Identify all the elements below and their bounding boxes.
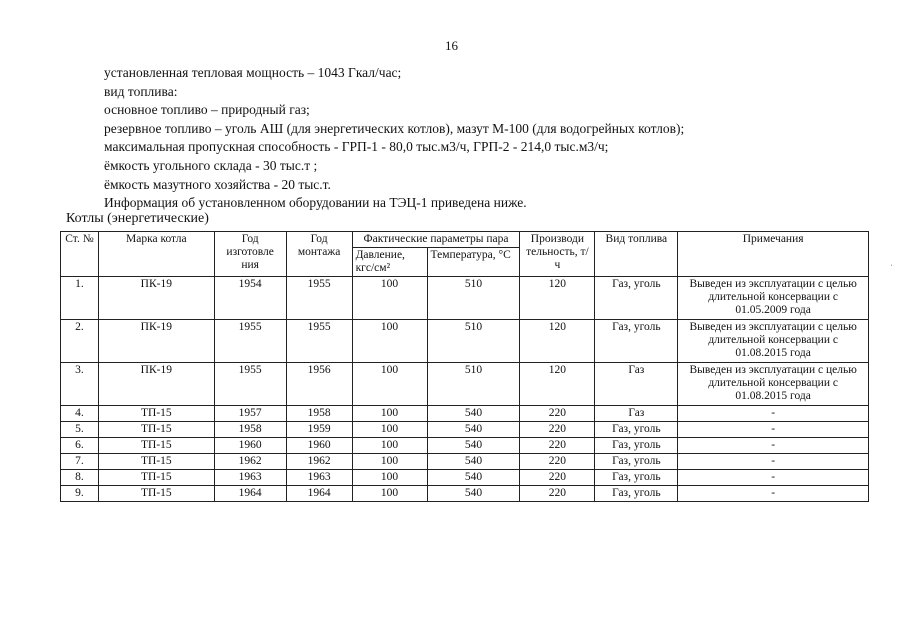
cell-pressure: 100	[352, 277, 427, 320]
header-capacity: Производи тельность, т/ч	[520, 232, 595, 277]
cell-no: 3.	[61, 363, 99, 406]
cell-no: 8.	[61, 470, 99, 486]
cell-notes: -	[678, 486, 869, 502]
cell-no: 5.	[61, 422, 99, 438]
table-row	[61, 486, 869, 502]
cell-capacity: 220	[520, 406, 595, 422]
table-row	[61, 406, 869, 422]
cell-model: ТП-15	[98, 470, 214, 486]
intro-line-capacity: установленная тепловая мощность – 1043 Гкал/час;	[104, 65, 402, 80]
header-year-made: Год изготовле ния	[214, 232, 286, 277]
header-params: Фактические параметры пара	[352, 232, 520, 248]
header-no: Ст. №	[61, 232, 99, 277]
cell-fuel: Газ	[595, 363, 678, 406]
cell-temperature: 540	[427, 438, 520, 454]
cell-year-made: 1954	[214, 277, 286, 320]
cell-year-installed: 1956	[286, 363, 352, 406]
cell-year-made: 1963	[214, 470, 286, 486]
cell-notes: -	[678, 454, 869, 470]
cell-no: 6.	[61, 438, 99, 454]
cell-temperature: 510	[427, 277, 520, 320]
cell-model: ТП-15	[98, 422, 214, 438]
section-title: Котлы (энергетические)	[66, 211, 209, 226]
intro-line-throughput: максимальная пропускная способность - ГРП-1 - 80,0 тыс.м3/ч, ГРП-2 - 214,0 тыс.м3/ч;	[104, 139, 609, 155]
cell-fuel: Газ, уголь	[595, 470, 678, 486]
table-row	[61, 454, 869, 470]
cell-no: 7.	[61, 454, 99, 470]
cell-model: ТП-15	[98, 486, 214, 502]
cell-temperature: 510	[427, 320, 520, 363]
cell-year-made: 1958	[214, 422, 286, 438]
cell-pressure: 100	[352, 486, 427, 502]
intro-line-coal-storage: ёмкость угольного склада - 30 тыс.т ;	[104, 157, 318, 173]
cell-pressure: 100	[352, 363, 427, 406]
table-row	[61, 422, 869, 438]
cell-model: ТП-15	[98, 406, 214, 422]
table-row	[61, 363, 869, 406]
margin-mark: ˈ	[890, 263, 893, 273]
cell-year-made: 1957	[214, 406, 286, 422]
cell-capacity: 120	[520, 320, 595, 363]
cell-year-installed: 1955	[286, 277, 352, 320]
cell-notes: Выведен из эксплуатации с целью длительной консервации с 01.05.2009 года	[678, 277, 869, 320]
table-header-row	[61, 232, 869, 248]
cell-pressure: 100	[352, 320, 427, 363]
cell-year-installed: 1963	[286, 470, 352, 486]
header-notes: Примечания	[678, 232, 869, 277]
intro-line-fuel-oil: ёмкость мазутного хозяйства - 20 тыс.т.	[104, 176, 331, 192]
cell-year-installed: 1960	[286, 438, 352, 454]
header-temperature: Температура, °С	[427, 248, 520, 277]
cell-temperature: 540	[427, 470, 520, 486]
cell-capacity: 220	[520, 454, 595, 470]
cell-model: ПК-19	[98, 277, 214, 320]
cell-pressure: 100	[352, 438, 427, 454]
header-year-installed: Год монтажа	[286, 232, 352, 277]
cell-year-made: 1955	[214, 320, 286, 363]
cell-temperature: 510	[427, 363, 520, 406]
cell-notes: Выведен из эксплуатации с целью длительной консервации с 01.08.2015 года	[678, 363, 869, 406]
cell-fuel: Газ, уголь	[595, 422, 678, 438]
cell-notes: -	[678, 438, 869, 454]
cell-capacity: 220	[520, 438, 595, 454]
cell-temperature: 540	[427, 486, 520, 502]
intro-line-fuel-type: вид топлива:	[104, 83, 178, 99]
cell-capacity: 120	[520, 363, 595, 406]
cell-fuel: Газ, уголь	[595, 454, 678, 470]
cell-pressure: 100	[352, 470, 427, 486]
cell-capacity: 220	[520, 470, 595, 486]
cell-notes: -	[678, 470, 869, 486]
cell-capacity: 220	[520, 486, 595, 502]
table-body	[61, 277, 869, 502]
header-fuel: Вид топлива	[595, 232, 678, 277]
cell-model: ТП-15	[98, 438, 214, 454]
cell-fuel: Газ, уголь	[595, 486, 678, 502]
cell-temperature: 540	[427, 406, 520, 422]
cell-temperature: 540	[427, 422, 520, 438]
cell-year-made: 1962	[214, 454, 286, 470]
cell-no: 4.	[61, 406, 99, 422]
cell-no: 9.	[61, 486, 99, 502]
table-row	[61, 320, 869, 363]
cell-notes: -	[678, 406, 869, 422]
cell-notes: -	[678, 422, 869, 438]
cell-year-installed: 1962	[286, 454, 352, 470]
cell-temperature: 540	[427, 454, 520, 470]
cell-fuel: Газ, уголь	[595, 277, 678, 320]
cell-model: ТП-15	[98, 454, 214, 470]
cell-year-installed: 1964	[286, 486, 352, 502]
table-row	[61, 277, 869, 320]
cell-pressure: 100	[352, 422, 427, 438]
cell-capacity: 120	[520, 277, 595, 320]
cell-pressure: 100	[352, 406, 427, 422]
intro-line-reserve-fuel: резервное топливо – уголь АШ (для энергетических котлов), мазут М-100 (для водогрейных котлов);	[104, 120, 685, 136]
intro-line-equipment-info: Информация об установленном оборудовании на ТЭЦ-1 приведена ниже.	[104, 195, 527, 211]
intro-text	[104, 64, 684, 213]
cell-model: ПК-19	[98, 363, 214, 406]
cell-fuel: Газ, уголь	[595, 438, 678, 454]
cell-capacity: 220	[520, 422, 595, 438]
cell-year-made: 1955	[214, 363, 286, 406]
cell-year-made: 1964	[214, 486, 286, 502]
cell-fuel: Газ	[595, 406, 678, 422]
cell-model: ПК-19	[98, 320, 214, 363]
table-row	[61, 470, 869, 486]
cell-pressure: 100	[352, 454, 427, 470]
table-row	[61, 438, 869, 454]
cell-year-installed: 1955	[286, 320, 352, 363]
cell-notes: Выведен из эксплуатации с целью длительной консервации с 01.08.2015 года	[678, 320, 869, 363]
intro-line-main-fuel: основное топливо – природный газ;	[104, 102, 310, 118]
cell-year-made: 1960	[214, 438, 286, 454]
page-number: 16	[445, 38, 458, 53]
cell-year-installed: 1959	[286, 422, 352, 438]
cell-no: 1.	[61, 277, 99, 320]
cell-fuel: Газ, уголь	[595, 320, 678, 363]
cell-year-installed: 1958	[286, 406, 352, 422]
header-model: Марка котла	[98, 232, 214, 277]
boilers-table	[60, 231, 869, 502]
header-pressure: Давление, кгс/см²	[352, 248, 427, 277]
cell-no: 2.	[61, 320, 99, 363]
